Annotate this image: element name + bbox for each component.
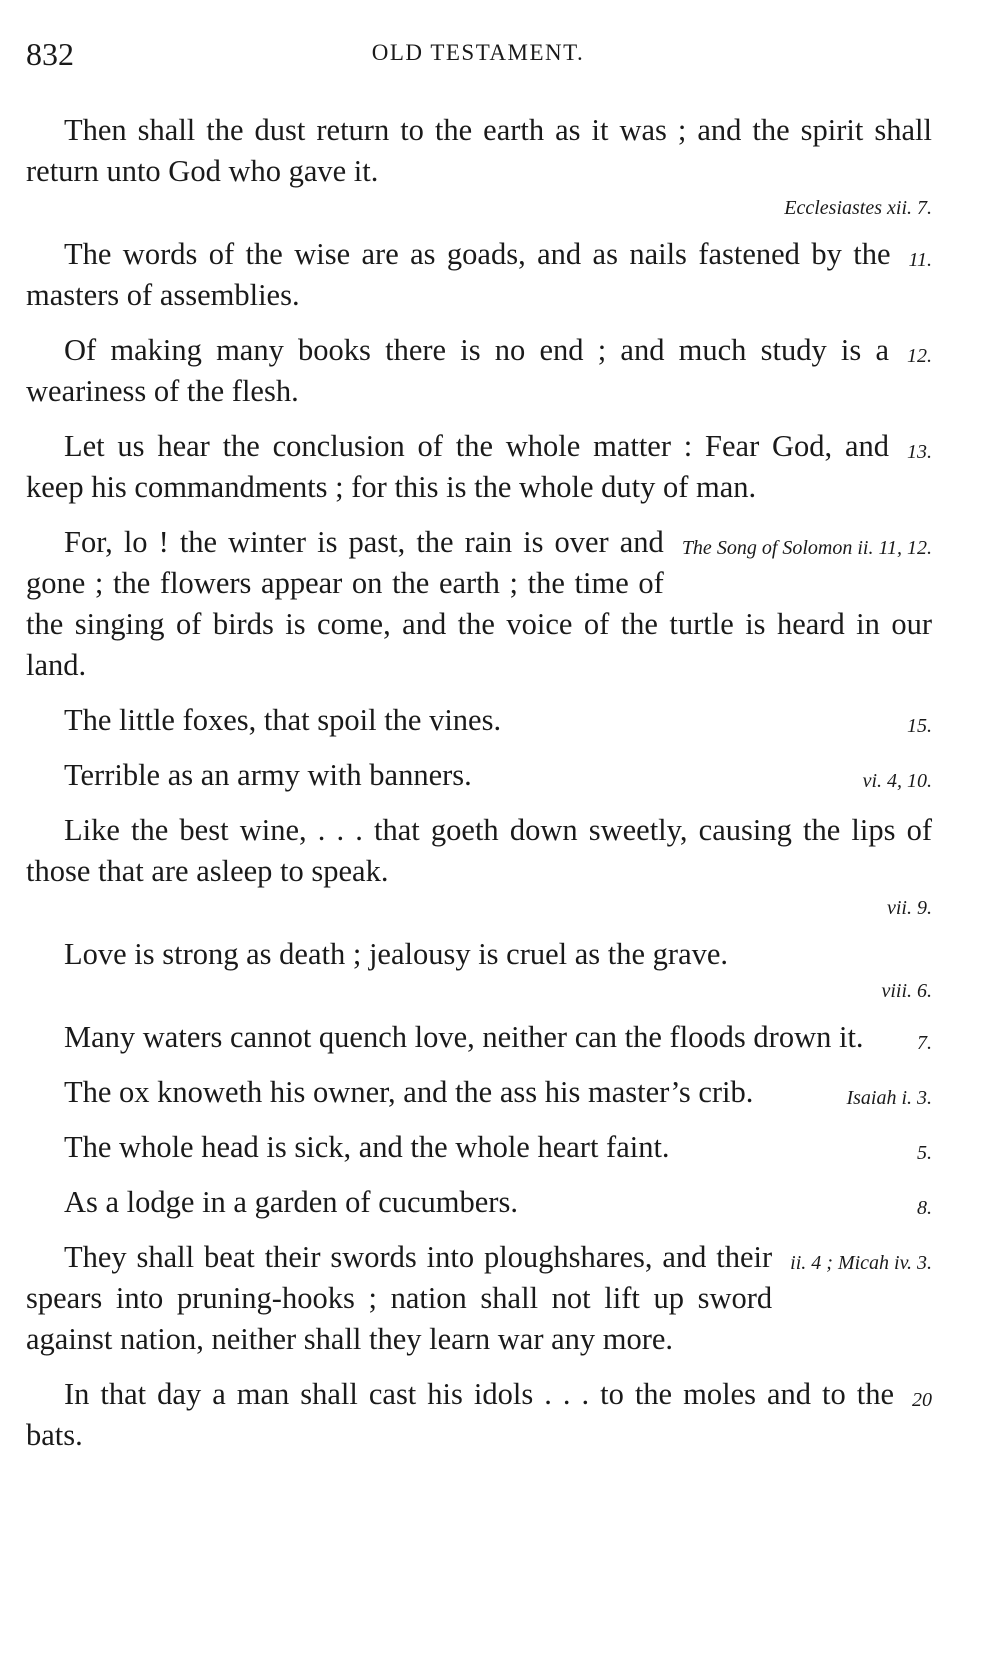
quotation-body: Then shall the dust return to the earth as it was ; and the spirit shall return unto God who gave it. bbox=[26, 113, 932, 188]
citation-reference: 8. bbox=[917, 1197, 932, 1219]
citation-reference: Isaiah i. 3. bbox=[846, 1087, 932, 1109]
quotation-text bbox=[26, 1127, 932, 1168]
citation-reference: ii. 4 ; Micah iv. 3. bbox=[790, 1252, 932, 1274]
quotation-text bbox=[26, 810, 932, 892]
quotation-text bbox=[26, 1182, 932, 1223]
quotation-entry bbox=[26, 330, 932, 412]
citation-reference: The Song of Solomon ii. 11, 12. bbox=[681, 537, 932, 559]
quotation-entry bbox=[26, 1017, 932, 1058]
quotation-entry bbox=[26, 700, 932, 741]
citation-reference: 15. bbox=[907, 715, 932, 737]
quotation-list bbox=[26, 110, 932, 1470]
quotation-body: For, lo ! the winter is past, the rain is over and gone ; the flowers appear on the earth ; the time of the singing of birds is come, and the voice of the turtle is heard in our land. bbox=[26, 525, 932, 682]
quotation-body: They shall beat their swords into ploughshares, and their spears into pruning-hooks ; nation shall not lift up sword against nation, neither shall they learn war any more. bbox=[26, 1240, 773, 1356]
page-number: 832 bbox=[26, 36, 74, 72]
quotation-entry bbox=[26, 426, 932, 508]
quotation-entry bbox=[26, 810, 932, 920]
citation-reference: 13. bbox=[907, 441, 932, 463]
citation-reference: Ecclesiastes xii. 7. bbox=[784, 197, 932, 219]
quotation-entry bbox=[26, 522, 932, 686]
citation-reference: viii. 6. bbox=[881, 980, 932, 1002]
quotation-entry bbox=[26, 1374, 932, 1456]
quotation-text bbox=[26, 934, 932, 975]
quotation-text bbox=[26, 426, 932, 508]
quotation-body: As a lodge in a garden of cucumbers. bbox=[64, 1185, 518, 1219]
quotation-text bbox=[26, 1072, 932, 1113]
page-header bbox=[26, 36, 970, 76]
citation-reference: 7. bbox=[917, 1032, 932, 1054]
citation-reference: vi. 4, 10. bbox=[862, 770, 932, 792]
citation-reference: 12. bbox=[907, 345, 932, 367]
quotation-body: Let us hear the conclusion of the whole matter : Fear God, and keep his commandments ; for this is the whole duty of man. bbox=[26, 429, 889, 504]
quotation-entry bbox=[26, 110, 932, 220]
quotation-body: The little foxes, that spoil the vines. bbox=[64, 703, 502, 737]
quotation-body: In that day a man shall cast his idols . . . to the moles and to the bats. bbox=[26, 1377, 894, 1452]
quotation-entry bbox=[26, 234, 932, 316]
quotation-entry bbox=[26, 1237, 932, 1360]
quotation-body: The words of the wise are as goads, and as nails fastened by the masters of assemblies. bbox=[26, 237, 891, 312]
quotation-text bbox=[26, 522, 932, 686]
quotation-text bbox=[26, 234, 932, 316]
quotation-entry bbox=[26, 1127, 932, 1168]
quotation-entry bbox=[26, 1072, 932, 1113]
citation-reference: vii. 9. bbox=[887, 897, 932, 919]
quotation-body: Like the best wine, . . . that goeth down sweetly, causing the lips of those that are asleep to speak. bbox=[26, 813, 932, 888]
quotation-text bbox=[26, 755, 932, 796]
quotation-text bbox=[26, 1237, 932, 1360]
quotation-body: Of making many books there is no end ; and much study is a weariness of the flesh. bbox=[26, 333, 889, 408]
running-head: OLD TESTAMENT. bbox=[371, 40, 585, 65]
quotation-text bbox=[26, 330, 932, 412]
quotation-body: The whole head is sick, and the whole heart faint. bbox=[64, 1130, 670, 1164]
quotation-body: Terrible as an army with banners. bbox=[64, 758, 472, 792]
quotation-body: Many waters cannot quench love, neither can the floods drown it. bbox=[64, 1020, 864, 1054]
quotation-entry bbox=[26, 755, 932, 796]
quotation-body: Love is strong as death ; jealousy is cruel as the grave. bbox=[64, 937, 729, 971]
citation-reference: 20 bbox=[912, 1389, 932, 1411]
quotation-body: The ox knoweth his owner, and the ass his master’s crib. bbox=[64, 1075, 754, 1109]
quotation-entry bbox=[26, 934, 932, 1003]
quotation-text bbox=[26, 700, 932, 741]
citation-reference: 5. bbox=[917, 1142, 932, 1164]
quotation-text bbox=[26, 1374, 932, 1456]
quotation-text bbox=[26, 1017, 932, 1058]
quotation-text bbox=[26, 110, 932, 192]
citation-reference: 11. bbox=[908, 249, 932, 271]
quotation-entry bbox=[26, 1182, 932, 1223]
